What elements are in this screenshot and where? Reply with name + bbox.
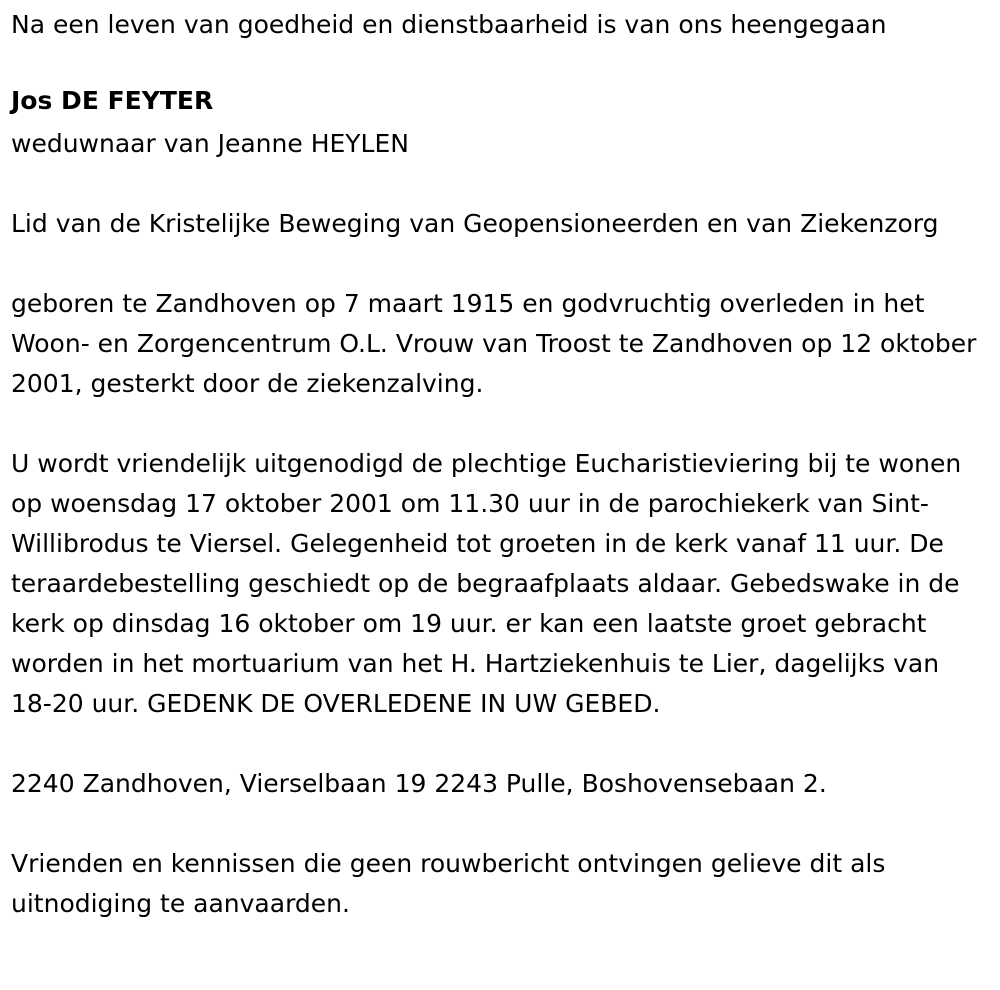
spacer bbox=[11, 244, 986, 284]
spacer bbox=[11, 724, 986, 764]
addresses-line: 2240 Zandhoven, Vierselbaan 19 2243 Pulle, Boshovensebaan 2. bbox=[11, 769, 827, 798]
service-paragraph: U wordt vriendelijk uitgenodigd de plechtige Eucharistieviering bij te wonen op woensdag 17 oktober 2001 om 11.30 uur in de parochiekerk van Sint-Willibrodus te Viersel. Gelegenheid tot groeten in de kerk vanaf 11 uur. De teraardebestelling geschiedt op de begraafplaats aldaar. Gebedswake in de kerk op dinsdag 16 oktober om 19 uur. er kan een laatste groet gebracht worden in het mortuarium van het H. Hartziekenhuis te Lier, dagelijks van 18-20 uur. GEDENK DE OVERLEDENE IN UW GEBED. bbox=[11, 449, 962, 718]
obituary-notice bbox=[11, 0, 986, 924]
birth-death-paragraph: geboren te Zandhoven op 7 maart 1915 en godvruchtig overleden in het Woon- en Zorgencentrum O.L. Vrouw van Troost te Zandhoven op 12 oktober 2001, gesterkt door de ziekenzalving. bbox=[11, 289, 977, 398]
spacer bbox=[11, 404, 986, 444]
deceased-name: Jos DE FEYTER bbox=[11, 86, 214, 115]
closing-paragraph: Vrienden en kennissen die geen rouwbericht ontvingen gelieve dit als uitnodiging te aanvaarden. bbox=[11, 849, 886, 918]
membership-line: Lid van de Kristelijke Beweging van Geopensioneerden en van Ziekenzorg bbox=[11, 209, 939, 238]
relation-line: weduwnaar van Jeanne HEYLEN bbox=[11, 129, 409, 158]
spacer bbox=[11, 164, 986, 204]
spacer bbox=[11, 804, 986, 844]
opening-line: Na een leven van goedheid en dienstbaarheid is van ons heengegaan bbox=[11, 10, 887, 39]
spacer bbox=[11, 45, 986, 75]
